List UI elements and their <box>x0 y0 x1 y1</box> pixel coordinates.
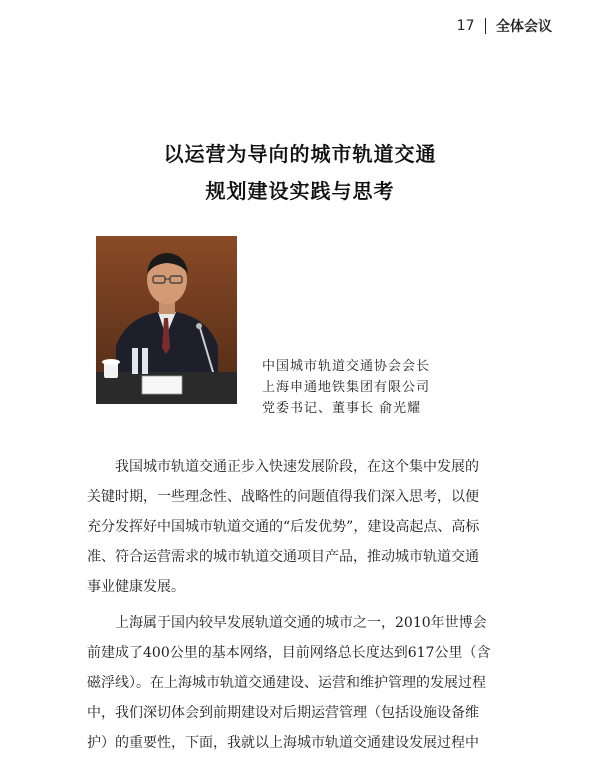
caption-line: 党委书记、董事长 俞光耀 <box>262 401 422 416</box>
body-line: 中，我们深切体会到前期建设对后期运营管理（包括设施设备维 <box>87 705 479 721</box>
page-header <box>457 16 552 36</box>
header-divider <box>485 18 487 34</box>
caption-line: 中国城市轨道交通协会会长 <box>262 359 431 374</box>
page-number: 17 <box>456 18 475 34</box>
body-line: 前建成了400公里的基本网络，目前网络总长度达到617公里（含 <box>87 645 491 661</box>
body-line: 磁浮线）。在上海城市轨道交通建设、运营和维护管理的发展过程 <box>87 675 486 691</box>
speaker-caption <box>262 356 430 419</box>
body-line: 充分发挥好中国城市轨道交通的“后发优势”，建设高起点、高标 <box>87 519 480 535</box>
paragraph-1 <box>87 452 517 602</box>
article-body <box>87 452 517 758</box>
body-line: 准、符合运营需求的城市轨道交通项目产品，推动城市轨道交通 <box>87 549 479 565</box>
body-line: 事业健康发展。 <box>87 579 185 595</box>
section-title: 全体会议 <box>496 19 552 35</box>
article-title-line-2: 规划建设实践与思考 <box>205 179 395 203</box>
body-line: 我国城市轨道交通正步入快速发展阶段，在这个集中发展的 <box>115 459 479 475</box>
caption-line: 上海申通地铁集团有限公司 <box>262 380 431 395</box>
body-line: 关键时期，一些理念性、战略性的问题值得我们深入思考，以便 <box>87 489 479 505</box>
body-line: 护）的重要性，下面，我就以上海城市轨道交通建设发展过程中 <box>87 735 479 751</box>
paragraph-2 <box>87 608 517 758</box>
speaker-photo <box>96 236 237 404</box>
body-line: 上海属于国内较早发展轨道交通的城市之一，2010年世博会 <box>115 615 487 631</box>
article-title-line-1: 以运营为导向的城市轨道交通 <box>163 142 437 166</box>
